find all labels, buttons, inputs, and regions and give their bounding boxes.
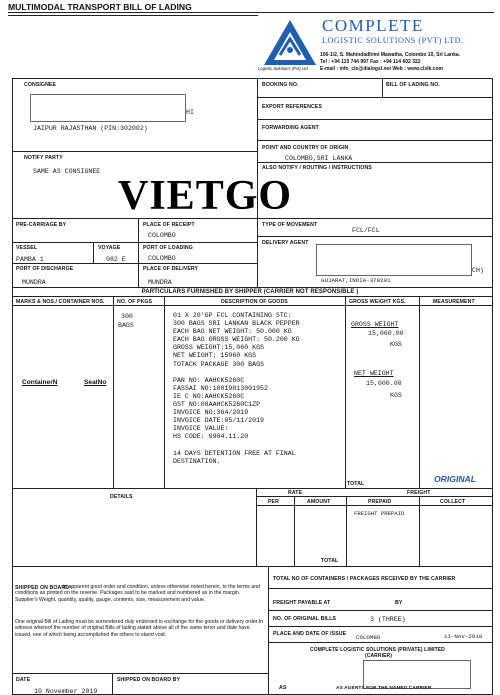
company-name: COMPLETE <box>322 16 424 35</box>
particulars-heading: PARTICULARS FURNISHED BY SHIPPER (CARRIER NOT RESPONSIBLE ) <box>141 289 359 295</box>
goods-total-label: TOTAL <box>347 481 365 487</box>
shipped-on-board-heading: SHIPPED ON BOARD : <box>15 585 73 591</box>
place-receipt-value: COLOMBO <box>148 232 176 239</box>
seal-number: SealNo <box>84 379 107 386</box>
vietgo-watermark: VIETGO <box>118 173 293 219</box>
goods-line: TOTACK PACKAGE 300 BAGS <box>173 360 265 368</box>
gross-weight-value: 15,060.00 <box>368 330 404 337</box>
th-marks: MARKS & NOS./ CONTAINER NOS. <box>16 299 105 305</box>
original-bills-value: 3 (THREE) <box>370 616 406 623</box>
gross-weight-unit: KGS <box>390 341 402 348</box>
label-place-date-issue: PLACE AND DATE OF ISSUE <box>273 631 347 637</box>
label-total-containers: TOTAL NO OF CONTAINERS / PACKAGES RECEIVED BY THE CARRIER <box>273 576 456 582</box>
as-agents: AS AGENTS FOR THE NAMED CARRIER <box>336 686 432 691</box>
freight-prepaid: FREIGHT PREPAID <box>354 510 405 517</box>
label-collect: COLLECT <box>440 499 466 505</box>
label-notify-party: NOTIFY PARTY <box>24 155 63 161</box>
net-weight-label: NET WEIGHT <box>354 370 394 377</box>
label-vessel: VESSEL <box>16 245 38 251</box>
goods-line: INVOICE DATE:05/11/2019 <box>173 417 265 425</box>
port-loading-value: COLOMBO <box>148 255 176 262</box>
date-issue-value: 11-Nov-2019 <box>444 633 483 640</box>
doc-title: MULTIMODAL TRANSPORT BILL OF LADING <box>8 2 192 12</box>
label-consignee: CONSIGNEE <box>24 82 57 88</box>
label-point-origin: POINT AND COUNTRY OF ORIGIN <box>262 145 349 151</box>
net-weight-value: 15,000.00 <box>366 380 402 387</box>
delivery-agent-ch: CH) <box>472 267 484 274</box>
label-freight: FREIGHT <box>407 490 431 496</box>
goods-line: GST NO:08AAHCK5260C1ZP <box>173 401 261 409</box>
gross-weight-label: GROSS WEIGHT <box>351 321 399 328</box>
label-date: DATE <box>16 677 31 683</box>
company-logo <box>258 17 318 75</box>
shipped-date: 10 November 2019 <box>34 688 98 695</box>
label-by: BY <box>395 600 403 606</box>
goods-line: PAN NO: AAHCK5260C <box>173 376 245 384</box>
consignee-hi: HI <box>186 109 194 116</box>
pkgs-qty: 300 <box>121 313 133 320</box>
goods-line <box>173 442 300 450</box>
origin-value: COLOMBO,SRI LANKA <box>285 155 353 162</box>
vessel-value: PAMBA 1 <box>16 256 44 263</box>
label-delivery-agent: DELIVERY AGENT <box>262 240 309 246</box>
container-number: ContainerN <box>22 379 58 386</box>
net-weight-unit: KGS <box>390 392 402 399</box>
th-description: DESCRIPTION OF GOODS <box>221 299 288 305</box>
label-port-loading: PORT OF LOADING <box>143 245 193 251</box>
place-issue-value: COLOMBO <box>356 634 381 641</box>
freight-total-label: TOTAL <box>321 558 339 564</box>
goods-description <box>173 312 300 466</box>
label-bl-no: BILL OF LADING NO. <box>386 82 440 88</box>
goods-line: EACH BAG NET WEIGHT: 50.000 KG <box>173 328 292 336</box>
label-place-receipt: PLACE OF RECEIPT <box>143 222 195 228</box>
goods-line: EACH BAG GROSS WEIGHT: 50.200 KG <box>173 336 300 344</box>
label-port-discharge: PORT OF DISCHARGE <box>16 266 74 272</box>
delivery-agent-addr: GUJARAT,INDIA-370201 <box>321 277 391 284</box>
label-prepaid: PREPAID <box>368 499 392 505</box>
label-per: PER <box>268 499 279 505</box>
label-freight-payable: FREIGHT PAYABLE AT <box>273 600 331 606</box>
original-stamp: ORIGINAL <box>434 474 477 484</box>
goods-line: 300 BAGS SRI LANKAN BLACK PEPPER <box>173 320 300 328</box>
label-voyage: VOYAGE <box>98 245 121 251</box>
company-email: E-mail : info_cls@dialogsl.net Web : www.clslk.com <box>320 66 443 72</box>
goods-line: INVOICE NO:364/2019 <box>173 409 249 417</box>
terms-shipped: in apparent good order and condition, unless otherwise noted herein, to the terms and conditions as printed on the reverse. Packages said to be marked and numbered as in the margin. Supplier's Weight, quantity, quality, gauge, contents, size, measurement and value. <box>15 584 260 603</box>
company-subtitle: LOGISTIC SOLUTIONS (PVT) LTD. <box>322 36 464 45</box>
port-discharge-value: MUNDRA <box>22 279 46 286</box>
pkgs-unit: BAGS <box>118 322 134 329</box>
th-measurement: MEASUREMENT <box>433 299 475 305</box>
label-forwarding-agent: FORWARDING AGENT <box>262 125 319 131</box>
th-gross-weight: GROSS WEIGHT KGS. <box>349 299 406 305</box>
goods-line <box>173 369 300 377</box>
goods-line: 14 DAYS DETENTION FREE AT FINAL <box>173 449 296 457</box>
goods-line: 01 X 20'GP FCL CONTAINING STC: <box>173 312 292 319</box>
terms-original-bl: One original Bill of Lading must be surrendered duly endorsed in exchange for the goods or delivery order.In witness whereof the number of original Bills of lading stated above all of the same tenor and date have issued, one of which being accomplished the others to stand void. <box>15 619 263 638</box>
movement-value: FCL/FCL <box>352 227 380 234</box>
label-original-bills: NO. OF ORIGINAL BILLS <box>273 616 337 622</box>
goods-line: DESTINATION. <box>173 457 221 465</box>
place-delivery-value: MUNDRA <box>148 279 172 286</box>
goods-line: NET WEIGHT: 15060 KGS <box>173 352 257 360</box>
th-no-pkgs: NO. OF PKGS <box>117 299 153 305</box>
goods-line: HS CODE: 0904.11.20 <box>173 433 249 441</box>
label-place-delivery: PLACE OF DELIVERY <box>143 266 199 272</box>
goods-line: GROSS WEIGHT:15,060 KGS <box>173 344 265 352</box>
label-export-refs: EXPORT REFERENCES <box>262 104 322 110</box>
label-details: DETAILS <box>110 494 133 500</box>
voyage-value: 082 E <box>106 256 126 263</box>
carrier-caption: (CARRIER) <box>365 653 393 659</box>
redacted-signature <box>363 660 471 689</box>
goods-line: INVOICE VALUE: <box>173 425 229 433</box>
goods-line: IE C NO:AAHCK5260C <box>173 392 245 400</box>
redacted-consignee <box>30 94 186 122</box>
label-also-notify: ALSO NOTIFY / ROUTING / INSTRUCTIONS <box>262 165 372 171</box>
label-shipped-by: SHIPPED ON BOARD BY <box>117 677 181 683</box>
redacted-delivery-agent <box>316 244 472 276</box>
goods-line: FASSAI NO:10019013001952 <box>173 384 268 392</box>
label-as: AS <box>279 685 287 691</box>
company-address: 106-1/2, S. Mahindadhimi Mawatha, Colombo 10, Sri Lanka. <box>320 52 461 58</box>
notify-value: SAME AS CONSIGNEE <box>33 168 101 175</box>
logo-caption: Logistic Solutions (Pvt) Ltd. <box>258 66 309 71</box>
company-phone: Tel : +94 115 744 997 Fax : +94 114 602 322 <box>320 59 421 65</box>
label-type-movement: TYPE OF MOVEMENT <box>262 222 318 228</box>
label-booking-no: BOOKING NO. <box>262 82 299 88</box>
label-pre-carriage: PRE-CARRIAGE BY <box>16 222 67 228</box>
carrier-name: COMPLETE LOGISTIC SOLUTIONS (PRIVATE) LIMITED <box>310 647 445 653</box>
consignee-address: JAIPUR RAJASTHAN (PIN:302002) <box>33 125 148 132</box>
label-amount: AMOUNT <box>307 499 331 505</box>
label-rate: RATE <box>288 490 303 496</box>
